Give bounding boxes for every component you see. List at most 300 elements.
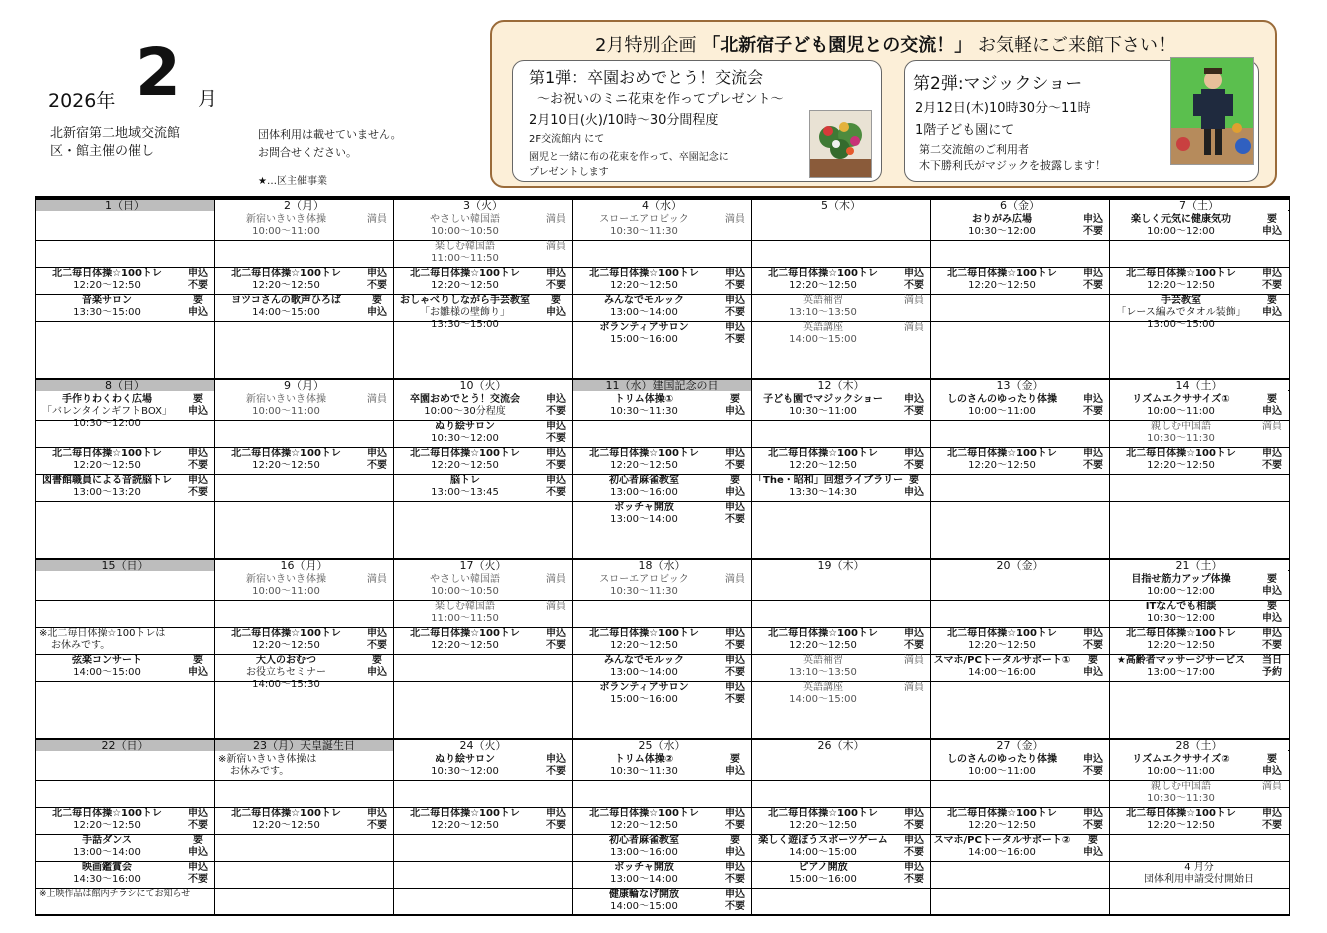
event-name: 音楽サロン xyxy=(82,295,132,306)
event-time: 12:20～12:50 xyxy=(252,820,320,831)
event-entry[interactable] xyxy=(753,394,929,418)
signup-status: 申込 xyxy=(546,628,566,639)
event-name: 楽しむ韓国語 xyxy=(435,241,495,252)
row-divider xyxy=(36,600,1289,601)
signup-status: 申込 xyxy=(904,268,924,279)
event-entry[interactable] xyxy=(37,862,213,886)
event-entry[interactable] xyxy=(37,475,213,499)
event-entry[interactable] xyxy=(574,835,750,859)
signup-status: 申込 xyxy=(725,808,745,819)
event-time: 14:00～15:00 xyxy=(73,667,141,678)
signup-status-2: 不要 xyxy=(188,874,208,885)
day-header: 20（金） xyxy=(931,560,1109,571)
signup-status-2: 不要 xyxy=(546,487,566,498)
event-name: 4 月分 xyxy=(1184,862,1214,873)
event-entry[interactable] xyxy=(574,628,750,652)
event-time: 12:20～12:50 xyxy=(431,280,499,291)
signup-status-2: 不要 xyxy=(367,460,387,471)
event-entry[interactable] xyxy=(216,268,392,292)
event-name: トリム体操① xyxy=(614,394,674,405)
signup-status-2: 不要 xyxy=(725,280,745,291)
event-name: みんなでモルック xyxy=(604,655,684,666)
signup-status: 申込 xyxy=(725,655,745,666)
signup-status: 満員 xyxy=(904,655,924,666)
event-time: 13:00～16:00 xyxy=(610,847,678,858)
event-entry[interactable] xyxy=(932,628,1108,652)
event-entry[interactable] xyxy=(395,214,571,238)
signup-status: 申込 xyxy=(1083,268,1103,279)
event-time: 12:20～12:50 xyxy=(610,820,678,831)
signup-status: 要 xyxy=(730,394,740,405)
signup-status: 申込 xyxy=(1083,628,1103,639)
day-header: 26（木） xyxy=(752,740,930,751)
event-name: 北二毎日体操☆100トレ xyxy=(52,448,162,459)
signup-status-2: 申込 xyxy=(904,487,924,498)
event-time: 「バレンタインギフトBOX」 xyxy=(42,406,172,417)
signup-status: 申込 xyxy=(725,502,745,513)
signup-status-2: 不要 xyxy=(1083,766,1103,777)
event-time: 14:00～16:00 xyxy=(968,847,1036,858)
event-time: 15:00～16:00 xyxy=(610,334,678,345)
event-entry[interactable] xyxy=(932,655,1108,679)
signup-status: 申込 xyxy=(367,448,387,459)
day-header: 23（月）天皇誕生日 xyxy=(215,740,393,751)
signup-status-2: 申込 xyxy=(1262,307,1282,318)
event-name: スローエアロビック xyxy=(599,574,689,585)
signup-status-2: 申込 xyxy=(1262,226,1282,237)
event-entry[interactable] xyxy=(216,574,392,598)
signup-status: 申込 xyxy=(1262,808,1282,819)
event-entry[interactable] xyxy=(753,862,929,886)
event-entry[interactable] xyxy=(574,862,750,886)
signup-status-2: 不要 xyxy=(725,640,745,651)
event-time: 10:30～11:00 xyxy=(789,406,857,417)
signup-status-2: 不要 xyxy=(725,460,745,471)
day-header: 24（火） xyxy=(394,740,572,751)
event-entry[interactable] xyxy=(1111,601,1287,625)
event-entry[interactable] xyxy=(1111,394,1287,418)
event-time: 13:00～17:00 xyxy=(1147,667,1215,678)
event-entry[interactable] xyxy=(37,295,213,319)
event-time: 12:20～12:50 xyxy=(252,280,320,291)
event-entry[interactable] xyxy=(216,394,392,418)
event-entry[interactable] xyxy=(753,835,929,859)
signup-status: 満員 xyxy=(725,574,745,585)
event-entry[interactable] xyxy=(37,808,213,832)
event-entry[interactable] xyxy=(395,475,571,499)
signup-status: 要 xyxy=(1267,754,1277,765)
signup-status-2: 不要 xyxy=(546,460,566,471)
event-name: リズムエクササイズ② xyxy=(1132,754,1230,765)
event-time: 「お雛様の壁飾り」 xyxy=(420,307,510,318)
event-name: 北二毎日体操☆100トレ xyxy=(947,448,1057,459)
event-time: 12:20～12:50 xyxy=(1147,640,1215,651)
event-time: 12:20～12:50 xyxy=(968,280,1036,291)
event-time: 13:00～14:00 xyxy=(610,667,678,678)
event-time: 10:30～12:00 xyxy=(968,226,1036,237)
event-name: 北二毎日体操☆100トレ xyxy=(768,628,878,639)
signup-status-2: 申込 xyxy=(725,847,745,858)
event-name: ボッチャ開放 xyxy=(614,502,674,513)
signup-status-2: 不要 xyxy=(546,280,566,291)
event-time: 12:20～12:50 xyxy=(789,280,857,291)
event-time: 10:00～12:00 xyxy=(1147,586,1215,597)
event-entry[interactable] xyxy=(395,808,571,832)
event-entry[interactable] xyxy=(753,682,929,706)
signup-status-2: 申込 xyxy=(188,307,208,318)
event-name: ぬり絵サロン xyxy=(435,421,495,432)
signup-status-2: 不要 xyxy=(725,307,745,318)
signup-status: 満員 xyxy=(904,295,924,306)
event-entry[interactable] xyxy=(932,394,1108,418)
event-entry[interactable] xyxy=(574,502,750,526)
event-entry[interactable] xyxy=(216,295,392,319)
event-name: 楽しく元気に健康気功 xyxy=(1131,214,1231,225)
event-entry[interactable] xyxy=(753,628,929,652)
event-time: 10:30～11:30 xyxy=(1147,433,1215,444)
event-entry[interactable] xyxy=(574,475,750,499)
week-header-band xyxy=(36,378,1289,391)
event-time: 10:00～30分程度 xyxy=(424,406,506,417)
signup-status-2: 不要 xyxy=(725,820,745,831)
event-name: 楽しく遊ぼうスポーツゲーム xyxy=(758,835,888,846)
event-time: 13:00～16:00 xyxy=(610,487,678,498)
event-entry[interactable] xyxy=(395,421,571,445)
event-time: 10:00～11:00 xyxy=(1147,766,1215,777)
event-entry[interactable] xyxy=(37,448,213,472)
event-entry[interactable] xyxy=(395,601,571,625)
event-entry[interactable] xyxy=(1111,214,1287,238)
event-time: 12:20～12:50 xyxy=(968,640,1036,651)
event-entry[interactable] xyxy=(1111,808,1287,832)
signup-status-2: 不要 xyxy=(1083,406,1103,417)
event-entry[interactable] xyxy=(753,448,929,472)
signup-status: 申込 xyxy=(367,628,387,639)
signup-status: 申込 xyxy=(1083,754,1103,765)
signup-status-2: 不要 xyxy=(904,847,924,858)
event-time: 10:30～11:30 xyxy=(1147,793,1215,804)
event-entry[interactable] xyxy=(395,574,571,598)
signup-status: 申込 xyxy=(725,448,745,459)
event-entry[interactable] xyxy=(1111,448,1287,472)
flower-bouquet-photo xyxy=(809,110,872,178)
signup-status-2: 申込 xyxy=(1262,406,1282,417)
signup-status: 要 xyxy=(1267,214,1277,225)
event-entry[interactable] xyxy=(395,754,571,778)
organizer xyxy=(50,125,180,161)
event-time: 団体利用申請受付開始日 xyxy=(1144,874,1254,885)
event-entry[interactable] xyxy=(1111,574,1287,598)
day-header: 12（木） xyxy=(752,380,930,391)
event-time-2: 13:00～15:00 xyxy=(1147,319,1215,330)
event-entry[interactable] xyxy=(574,682,750,706)
signup-status-2: 不要 xyxy=(725,901,745,912)
signup-status-2: 不要 xyxy=(1262,820,1282,831)
signup-status: 申込 xyxy=(1083,214,1103,225)
row-divider xyxy=(36,420,1289,421)
event-name: 北二毎日体操☆100トレ xyxy=(410,448,520,459)
event-name: 北二毎日体操☆100トレ xyxy=(768,808,878,819)
signup-status: 申込 xyxy=(546,448,566,459)
event-name: 北二毎日体操☆100トレ xyxy=(768,268,878,279)
note-line-2: お問合せください。 xyxy=(258,146,357,159)
week-header-band xyxy=(36,198,1289,211)
event-entry[interactable] xyxy=(1111,655,1287,679)
event-entry[interactable] xyxy=(1111,268,1287,292)
event-entry[interactable] xyxy=(932,808,1108,832)
event-time: 12:20～12:50 xyxy=(789,820,857,831)
event-name: 新宿いきいき体操 xyxy=(246,214,326,225)
signup-status: 申込 xyxy=(904,628,924,639)
event-time: 10:00～11:00 xyxy=(968,406,1036,417)
event-name: 親しむ中国語 xyxy=(1151,421,1211,432)
signup-status-2: 不要 xyxy=(367,280,387,291)
signup-status: 申込 xyxy=(188,862,208,873)
event-time: 13:00～14:00 xyxy=(610,874,678,885)
event-entry[interactable] xyxy=(1111,754,1287,778)
event-entry[interactable] xyxy=(1111,628,1287,652)
signup-status: 申込 xyxy=(1083,808,1103,819)
event-time: 10:00～11:00 xyxy=(968,766,1036,777)
event-entry[interactable] xyxy=(574,394,750,418)
signup-status-2: 不要 xyxy=(904,280,924,291)
signup-status: 申込 xyxy=(546,268,566,279)
event-entry[interactable] xyxy=(1111,781,1287,805)
signup-status: 要 xyxy=(909,475,919,486)
event-name: 英語講座 xyxy=(803,682,843,693)
calendar-month: 2 xyxy=(135,34,181,111)
signup-status-2: 不要 xyxy=(367,640,387,651)
event-time: 12:20～12:50 xyxy=(252,460,320,471)
note-line-1: 団体利用は載せていません。 xyxy=(258,128,402,141)
event-time: 10:00～12:00 xyxy=(1147,226,1215,237)
group-use-note xyxy=(258,126,402,162)
signup-status-2: 不要 xyxy=(904,460,924,471)
event-name: スマホ/PCトータルサポート② xyxy=(933,835,1071,846)
event-entry[interactable] xyxy=(753,322,929,346)
signup-status: 満員 xyxy=(367,394,387,405)
event-title-pre: 2月特別企画 xyxy=(595,35,697,56)
signup-status: 申込 xyxy=(188,448,208,459)
event-entry[interactable] xyxy=(574,322,750,346)
event-time: 12:20～12:50 xyxy=(73,460,141,471)
event-entry[interactable] xyxy=(574,448,750,472)
signup-status: 申込 xyxy=(188,808,208,819)
signup-status: 申込 xyxy=(188,268,208,279)
event-entry[interactable] xyxy=(574,574,750,598)
signup-status-2: 申込 xyxy=(188,847,208,858)
event-time: 13:00～13:45 xyxy=(431,487,499,498)
day-header: 22（日） xyxy=(36,740,214,751)
event-time: 12:20～12:50 xyxy=(431,460,499,471)
signup-status: 要 xyxy=(372,295,382,306)
signup-status: 申込 xyxy=(1262,628,1282,639)
signup-status-2: 申込 xyxy=(1262,766,1282,777)
event-time: 12:20～12:50 xyxy=(610,460,678,471)
day-header: 7（土） xyxy=(1110,200,1288,211)
second-heading: 第2弾:マジックショー xyxy=(913,74,1083,94)
signup-status: 申込 xyxy=(725,322,745,333)
signup-status-2: 不要 xyxy=(904,874,924,885)
signup-status: 申込 xyxy=(546,475,566,486)
event-name: 北二毎日体操☆100トレ xyxy=(410,268,520,279)
event-entry[interactable] xyxy=(37,655,213,679)
event-name: やさしい韓国語 xyxy=(430,574,500,585)
day-header: 21（土） xyxy=(1110,560,1288,571)
day-header: 15（日） xyxy=(36,560,214,571)
signup-status: 満員 xyxy=(546,574,566,585)
event-entry[interactable] xyxy=(574,655,750,679)
event-time-2: 14:00～15:30 xyxy=(252,679,320,690)
event-entry[interactable] xyxy=(216,448,392,472)
signup-status: 要 xyxy=(193,394,203,405)
event-title-post: お気軽にご来館下さい！ xyxy=(977,35,1176,56)
event-entry[interactable] xyxy=(574,214,750,238)
event-time: 10:00～11:00 xyxy=(252,406,320,417)
event-time: 10:30～12:00 xyxy=(1147,613,1215,624)
signup-status-2: 不要 xyxy=(546,433,566,444)
event-name: 北二毎日体操☆100トレ xyxy=(768,448,878,459)
day-header: 14（土） xyxy=(1110,380,1288,391)
event-time: 13:00～14:00 xyxy=(73,847,141,858)
event-entry[interactable] xyxy=(753,808,929,832)
signup-status: 要 xyxy=(1088,655,1098,666)
event-name: やさしい韓国語 xyxy=(430,214,500,225)
day-header: 16（月） xyxy=(215,560,393,571)
event-entry[interactable] xyxy=(932,214,1108,238)
event-time: 10:00～11:00 xyxy=(1147,406,1215,417)
event-entry[interactable] xyxy=(574,295,750,319)
row-divider xyxy=(36,240,1289,241)
event-name: 手芸教室 xyxy=(1161,295,1201,306)
event-entry[interactable] xyxy=(216,655,392,693)
signup-status-2: 不要 xyxy=(546,406,566,417)
signup-status: 申込 xyxy=(904,808,924,819)
signup-status-2: 申込 xyxy=(546,307,566,318)
signup-status: 満員 xyxy=(725,214,745,225)
event-entry[interactable] xyxy=(753,295,929,319)
signup-status: 申込 xyxy=(1083,394,1103,405)
event-entry[interactable] xyxy=(1111,862,1287,886)
event-entry[interactable] xyxy=(753,268,929,292)
event-time: 12:20～12:50 xyxy=(73,280,141,291)
row-divider xyxy=(36,780,1289,781)
closure-note-line-2: お休みです。 xyxy=(51,640,111,651)
event-name: 北二毎日体操☆100トレ xyxy=(589,448,699,459)
event-time: 12:20～12:50 xyxy=(431,640,499,651)
signup-status: 満員 xyxy=(367,574,387,585)
magician-photo xyxy=(1170,57,1254,165)
signup-status: 申込 xyxy=(725,889,745,900)
event-time: 12:20～12:50 xyxy=(1147,460,1215,471)
event-entry[interactable] xyxy=(932,754,1108,778)
signup-status: 満員 xyxy=(904,682,924,693)
event-entry[interactable] xyxy=(37,268,213,292)
day-header: 2（月） xyxy=(215,200,393,211)
event-entry[interactable] xyxy=(574,754,750,778)
closure-note xyxy=(39,628,165,652)
event-entry[interactable] xyxy=(395,241,571,265)
event-entry[interactable] xyxy=(932,835,1108,859)
event-entry[interactable] xyxy=(574,808,750,832)
event-name: みんなでモルック xyxy=(604,295,684,306)
signup-status: 満員 xyxy=(1262,781,1282,792)
signup-status-2: 不要 xyxy=(725,694,745,705)
event-name: 北二毎日体操☆100トレ xyxy=(231,628,341,639)
event-entry[interactable] xyxy=(216,808,392,832)
event-name: ピアノ開放 xyxy=(798,862,848,873)
event-entry[interactable] xyxy=(932,268,1108,292)
event-time: 10:30～11:30 xyxy=(610,226,678,237)
event-entry[interactable] xyxy=(395,448,571,472)
event-entry[interactable] xyxy=(1111,421,1287,445)
event-entry[interactable] xyxy=(753,655,929,679)
event-time: 10:00～11:00 xyxy=(252,586,320,597)
event-time-2: 13:30～15:00 xyxy=(431,319,499,330)
event-entry[interactable] xyxy=(395,268,571,292)
event-name: 楽しむ韓国語 xyxy=(435,601,495,612)
event-entry[interactable] xyxy=(37,394,213,432)
event-name: 北二毎日体操☆100トレ xyxy=(947,268,1057,279)
event-entry[interactable] xyxy=(1111,295,1287,333)
event-entry[interactable] xyxy=(395,295,571,333)
signup-status-2: 申込 xyxy=(188,406,208,417)
event-name: 大人のおむつ xyxy=(256,655,316,666)
signup-status: 申込 xyxy=(725,682,745,693)
event-time: 10:30～11:30 xyxy=(610,406,678,417)
event-time: 10:00～10:50 xyxy=(431,586,499,597)
event-entry[interactable] xyxy=(395,394,571,418)
event-time: 10:30～11:30 xyxy=(610,586,678,597)
event-time: 15:00～16:00 xyxy=(789,874,857,885)
signup-status-2: 不要 xyxy=(1083,460,1103,471)
signup-status-2: 不要 xyxy=(725,334,745,345)
event-entry[interactable] xyxy=(216,214,392,238)
signup-status: 要 xyxy=(193,655,203,666)
event-time: 14:00～15:00 xyxy=(252,307,320,318)
signup-status: 満員 xyxy=(367,214,387,225)
event-entry[interactable] xyxy=(395,628,571,652)
event-time: 12:20～12:50 xyxy=(610,640,678,651)
event-name: 北二毎日体操☆100トレ xyxy=(1126,808,1236,819)
event-name: 英語補習 xyxy=(803,295,843,306)
day-header: 17（火） xyxy=(394,560,572,571)
event-name: 新宿いきいき体操 xyxy=(246,574,326,585)
event-entry[interactable] xyxy=(574,889,750,913)
event-entry[interactable] xyxy=(37,835,213,859)
signup-status: 申込 xyxy=(904,862,924,873)
day-header: 3（火） xyxy=(394,200,572,211)
signup-status: 要 xyxy=(1267,295,1277,306)
signup-status: 申込 xyxy=(546,394,566,405)
event-time: 12:20～12:50 xyxy=(789,460,857,471)
signup-status-2: 不要 xyxy=(188,460,208,471)
event-entry[interactable] xyxy=(932,448,1108,472)
second-date: 2月12日(木)10時30分～11時 xyxy=(915,101,1091,116)
event-entry[interactable] xyxy=(574,268,750,292)
signup-status-2: 不要 xyxy=(1083,640,1103,651)
signup-status: 満員 xyxy=(546,601,566,612)
event-entry[interactable] xyxy=(753,475,929,499)
event-entry[interactable] xyxy=(216,628,392,652)
first-desc-2: プレゼントします xyxy=(529,167,609,178)
day-header: 18（水） xyxy=(573,560,751,571)
signup-status: 要 xyxy=(551,295,561,306)
signup-status: 満員 xyxy=(546,214,566,225)
signup-status: 申込 xyxy=(904,394,924,405)
event-name: ITなんでも相談 xyxy=(1145,601,1217,612)
signup-status: 申込 xyxy=(546,808,566,819)
